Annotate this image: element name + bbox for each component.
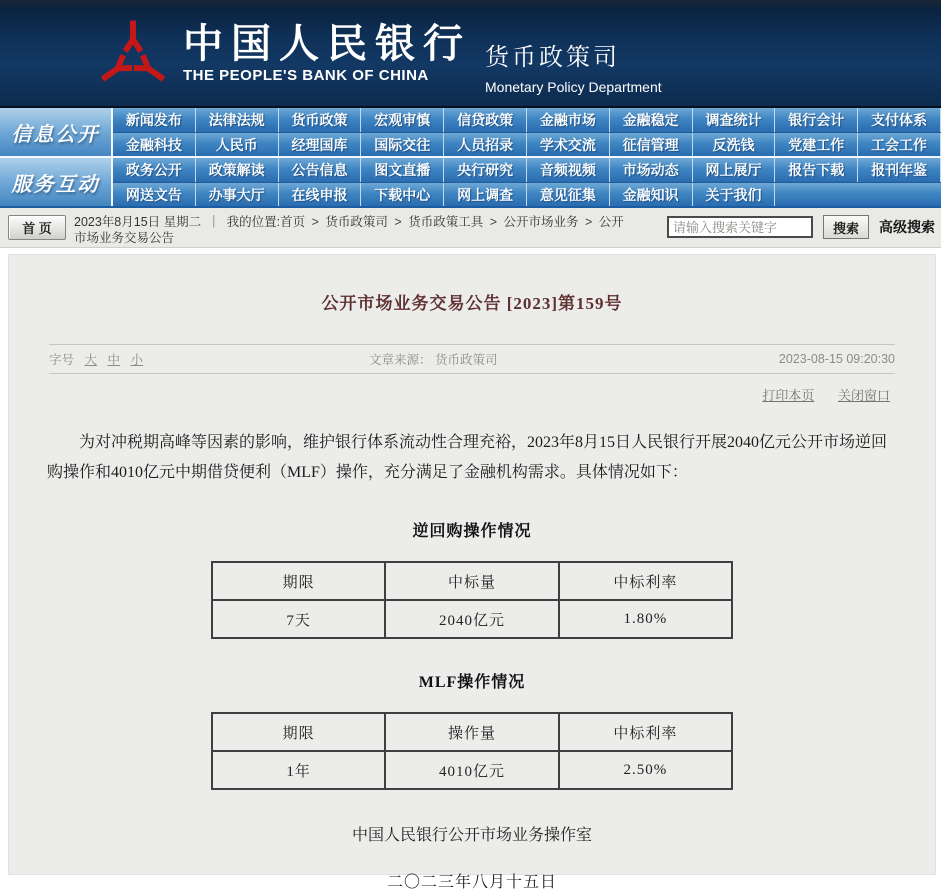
nav-item[interactable]: 经理国库 (279, 133, 362, 156)
mlf-table-title: MLF操作情况 (418, 674, 526, 691)
source-value: 货币政策司 (435, 353, 498, 367)
font-size-controls (49, 350, 369, 368)
crumb-arrow: > (489, 215, 497, 229)
cell-volume: 2040亿元 (385, 600, 558, 638)
search-button[interactable]: 搜索 (823, 215, 869, 239)
main-navigation (0, 108, 941, 208)
department-titles (485, 11, 662, 95)
nav-item[interactable]: 办事大厅 (196, 183, 279, 206)
search-input[interactable] (667, 216, 813, 238)
cell-volume: 4010亿元 (385, 751, 558, 789)
table-row (212, 600, 732, 638)
nav-item[interactable]: 政策解读 (196, 158, 279, 182)
signature-office: 中国人民银行公开市场业务操作室 (351, 827, 592, 844)
breadcrumb-item[interactable]: 公开市场业务 (503, 215, 579, 229)
article-panel (8, 254, 936, 891)
nav-item[interactable]: 党建工作 (775, 133, 858, 156)
home-button[interactable]: 首 页 (8, 215, 66, 240)
nav-item[interactable]: 法律法规 (196, 108, 279, 132)
article-timestamp: 2023-08-15 09:20:30 (778, 352, 895, 366)
nav-item[interactable]: 意见征集 (527, 183, 610, 206)
nav-item[interactable]: 信贷政策 (444, 108, 527, 132)
department-name-cn: 货币政策司 (485, 44, 620, 71)
nav-item[interactable]: 市场动态 (610, 158, 693, 182)
nav-item[interactable]: 公告信息 (279, 158, 362, 182)
col-header-volume: 中标量 (385, 562, 558, 600)
font-size-medium[interactable]: 中 (107, 353, 121, 367)
nav-item[interactable]: 人民币 (196, 133, 279, 156)
location-label[interactable]: 我的位置:首页 (226, 215, 306, 229)
cell-rate: 1.80% (559, 600, 732, 638)
breadcrumb (74, 212, 634, 246)
font-size-small[interactable]: 小 (130, 353, 144, 367)
nav-row-1 (113, 108, 941, 132)
department-name-en: Monetary Policy Department (485, 79, 662, 95)
table-header-row (212, 562, 732, 600)
close-window-link[interactable]: 关闭窗口 (837, 388, 890, 403)
pboc-emblem-icon (103, 14, 163, 92)
nav-row-3 (113, 158, 941, 182)
nav-item[interactable]: 货币政策 (279, 108, 362, 132)
nav-item[interactable]: 宏观审慎 (361, 108, 444, 132)
breadcrumb-item[interactable]: 公开市场业务交易公告 (74, 215, 624, 245)
site-banner (0, 0, 941, 108)
current-date: 2023年8月15日 星期二 (74, 215, 202, 229)
nav-row-2 (113, 132, 941, 156)
nav-item[interactable]: 工会工作 (858, 133, 941, 156)
font-size-large[interactable]: 大 (84, 353, 98, 367)
breadcrumb-bar (0, 208, 941, 248)
col-header-volume: 操作量 (385, 713, 558, 751)
breadcrumb-item[interactable]: 货币政策工具 (408, 215, 484, 229)
nav-item[interactable]: 调查统计 (693, 108, 776, 132)
source-label: 文章来源： (369, 353, 432, 367)
nav-item[interactable]: 支付体系 (858, 108, 941, 132)
nav-item[interactable]: 新闻发布 (113, 108, 196, 132)
print-page-link[interactable]: 打印本页 (762, 388, 815, 403)
nav-item[interactable]: 学术交流 (527, 133, 610, 156)
nav-item[interactable]: 在线申报 (279, 183, 362, 206)
nav-item[interactable]: 金融市场 (527, 108, 610, 132)
cell-term: 7天 (212, 600, 385, 638)
nav-item[interactable]: 反洗钱 (693, 133, 776, 156)
breadcrumb-item[interactable]: 货币政策司 (325, 215, 388, 229)
nav-item[interactable]: 网送文告 (113, 183, 196, 206)
nav-section-label-info[interactable]: 信息公开 (0, 108, 113, 156)
nav-item[interactable]: 金融稳定 (610, 108, 693, 132)
nav-item[interactable]: 音频视频 (527, 158, 610, 182)
nav-item[interactable]: 央行研究 (444, 158, 527, 182)
bank-name-en: THE PEOPLE'S BANK OF CHINA (183, 67, 429, 84)
nav-item[interactable]: 金融科技 (113, 133, 196, 156)
article-meta-bar (49, 344, 895, 374)
nav-item[interactable]: 人员招录 (444, 133, 527, 156)
article-source (369, 350, 779, 368)
page-actions (54, 385, 890, 404)
nav-item[interactable]: 银行会计 (775, 108, 858, 132)
col-header-rate: 中标利率 (559, 713, 732, 751)
nav-item[interactable]: 报刊年鉴 (858, 158, 941, 182)
nav-item[interactable]: 下载中心 (361, 183, 444, 206)
breadcrumb-separator: ｜ (207, 215, 221, 229)
crumb-arrow: > (584, 215, 593, 229)
nav-item[interactable]: 政务公开 (113, 158, 196, 182)
nav-item[interactable]: 网上调查 (444, 183, 527, 206)
article-title: 公开市场业务交易公告 [2023]第159号 (321, 294, 623, 313)
table-header-row (212, 713, 732, 751)
mlf-table (211, 712, 733, 790)
signature-date: 二〇二三年八月十五日 (386, 874, 557, 891)
table-row (212, 751, 732, 789)
advanced-search-link[interactable]: 高级搜索 (879, 219, 935, 235)
nav-row-4 (113, 182, 941, 206)
crumb-arrow: > (311, 215, 319, 229)
article-paragraph: 为对冲税期高峰等因素的影响，维护银行体系流动性合理充裕，2023年8月15日人民银行开展2040亿元公开市场逆回购操作和4010亿元中期借贷便利（MLF）操作，充分满足了金融机构需求。具体情况如下： (47, 434, 888, 481)
col-header-term: 期限 (212, 562, 385, 600)
nav-section-service-interaction (0, 156, 941, 206)
cell-term: 1年 (212, 751, 385, 789)
nav-item[interactable]: 报告下载 (775, 158, 858, 182)
col-header-rate: 中标利率 (559, 562, 732, 600)
cell-rate: 2.50% (559, 751, 732, 789)
bank-titles (183, 22, 471, 84)
crumb-arrow: > (394, 215, 402, 229)
reverse-repo-table-title: 逆回购操作情况 (412, 523, 532, 540)
nav-item[interactable]: 网上展厅 (693, 158, 776, 182)
nav-section-label-service[interactable]: 服务互动 (0, 158, 113, 206)
nav-section-info-disclosure (0, 108, 941, 156)
font-size-label: 字号 (49, 353, 75, 367)
nav-item[interactable]: 图文直播 (361, 158, 444, 182)
col-header-term: 期限 (212, 713, 385, 751)
reverse-repo-table (211, 561, 733, 639)
bank-name-cn: 中国人民银行 (183, 20, 471, 67)
search-area (667, 212, 935, 239)
nav-item[interactable]: 金融知识 (610, 183, 693, 206)
nav-item[interactable]: 征信管理 (610, 133, 693, 156)
nav-item[interactable]: 国际交往 (361, 133, 444, 156)
nav-item[interactable]: 关于我们 (693, 183, 776, 206)
